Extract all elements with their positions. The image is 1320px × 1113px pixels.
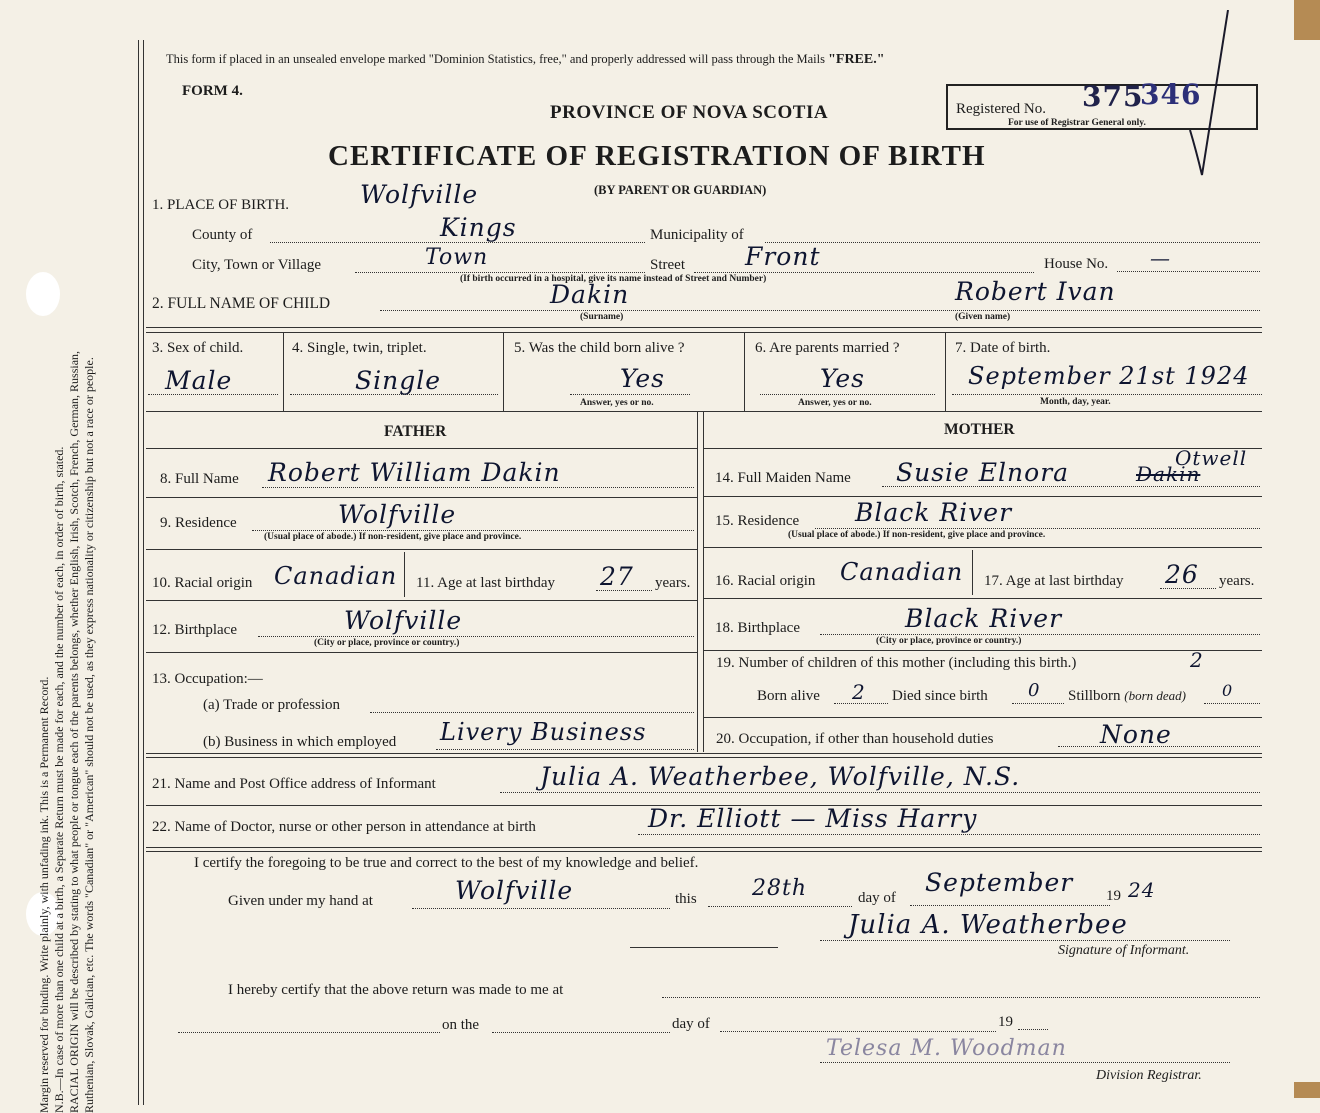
col-div-4 (945, 333, 946, 411)
hospital-note: (If birth occurred in a hospital, give its name instead of Street and Number) (460, 274, 767, 284)
day-of-label: day of (858, 890, 896, 906)
rule-father-1 (146, 497, 697, 498)
father-age-label: 11. Age at last birthday (416, 575, 555, 591)
married-label: 6. Are parents married ? (755, 340, 900, 356)
mother-residence-note: (Usual place of abode.) If non-resident, give place and province. (788, 530, 1046, 540)
mother-name-struck: Dakin (1136, 462, 1201, 486)
father-occupation-label: 13. Occupation:— (152, 671, 263, 687)
mother-residence-label: 15. Residence (715, 513, 800, 529)
rule-after-doctor-2 (146, 851, 1262, 852)
given-place-value: Wolfville (455, 876, 574, 905)
registrar-signature: Telesa M. Woodman (826, 1036, 1067, 1061)
mother-occupation-value: None (1100, 720, 1172, 749)
mother-occupation-label: 20. Occupation, if other than household duties (716, 731, 994, 747)
father-age-value: 27 (600, 562, 634, 591)
rule-after-details (146, 411, 1262, 412)
alive-label: 5. Was the child born alive ? (514, 340, 685, 356)
father-business-label: (b) Business in which employed (203, 734, 397, 750)
place-of-birth-label: 1. PLACE OF BIRTH. (152, 197, 290, 213)
child-name-line (380, 310, 1260, 311)
father-trade-label: (a) Trade or profession (203, 697, 341, 713)
form-number: FORM 4. (182, 83, 243, 99)
married-value: Yes (820, 364, 865, 393)
rule-mother-1 (703, 496, 1262, 497)
born-alive-value: 2 (852, 680, 866, 704)
father-racial-divider (404, 552, 405, 597)
stillborn-label (1068, 688, 1186, 705)
street-value: Front (745, 242, 821, 271)
informant-label: 21. Name and Post Office address of Informant (152, 776, 436, 792)
doctor-label: 22. Name of Doctor, nurse or other person in attendance at birth (152, 819, 536, 835)
rule-father-4 (146, 652, 697, 653)
mother-residence-line (815, 528, 1260, 529)
registrar-signature-line (820, 1062, 1230, 1063)
married-line (760, 394, 935, 395)
alive-note: Answer, yes or no. (580, 398, 654, 408)
mail-notice (166, 52, 885, 68)
mother-name-added: Otwell (1175, 446, 1248, 470)
twin-label: 4. Single, twin, triplet. (292, 340, 427, 356)
mother-birthplace-line (820, 634, 1260, 635)
city-line (355, 272, 645, 273)
father-name-label: 8. Full Name (160, 471, 239, 487)
margin-border (138, 40, 139, 1105)
stillborn-line (1204, 703, 1260, 704)
stillborn-value: 0 (1222, 681, 1234, 700)
rule-father-3 (146, 600, 697, 601)
mother-birthplace-value: Black River (905, 604, 1063, 633)
rule-mother-5 (703, 717, 1262, 718)
mother-birthplace-label: 18. Birthplace (715, 620, 800, 636)
mother-age-label: 17. Age at last birthday (984, 573, 1124, 589)
rule-mother-3 (703, 598, 1262, 599)
stillborn-text: Stillborn (1068, 688, 1121, 704)
mother-children-label: 19. Number of children of this mother (including this birth.) (716, 655, 1077, 671)
margin-note-4: Ruthenian, Slovak, Galician, etc. The words "Canadian" or "American" should not be used, as they express nationality or citizenship but not a race or people. (82, 357, 96, 1113)
mother-birthplace-note: (City or place, province or country.) (876, 636, 1022, 646)
registrar-year-line (1018, 1029, 1048, 1030)
day-line (708, 906, 852, 907)
sex-value: Male (165, 366, 233, 395)
registrar-statement: I hereby certify that the above return was made to me at (228, 982, 564, 998)
rule-father-2 (146, 549, 697, 550)
col-div-3 (744, 333, 745, 411)
city-value: Town (425, 245, 489, 270)
informant-line (500, 792, 1260, 793)
house-value: — (1150, 246, 1171, 270)
father-trade-line (370, 712, 694, 713)
father-residence-label: 9. Residence (160, 515, 237, 531)
registrar-title: Division Registrar. (1096, 1068, 1202, 1083)
registrar-year-prefix: 19 (998, 1014, 1013, 1030)
father-racial-value: Canadian (274, 562, 398, 590)
month-line (910, 905, 1110, 906)
month-value: September (925, 868, 1074, 897)
doctor-value: Dr. Elliott — Miss Harry (648, 804, 978, 833)
place-of-birth-value: Wolfville (360, 180, 479, 209)
registrar-note: For use of Registrar General only. (1008, 118, 1146, 128)
county-value: Kings (440, 213, 517, 242)
mother-name-value: Susie Elnora (896, 458, 1070, 487)
father-residence-value: Wolfville (338, 500, 457, 529)
mother-racial-divider (972, 550, 973, 595)
registered-label: Registered No. (956, 101, 1046, 117)
registered-number-stamped: 346 (1140, 78, 1202, 111)
married-note: Answer, yes or no. (798, 398, 872, 408)
dob-line (952, 394, 1262, 395)
died-line (1012, 703, 1064, 704)
mail-notice-free: "FREE." (828, 52, 885, 67)
registrar-place-line-2 (178, 1032, 440, 1033)
rule-after-name (146, 327, 1262, 328)
given-note: (Given name) (955, 312, 1011, 322)
dob-note: Month, day, year. (1040, 397, 1111, 407)
margin-note-3: RACIAL ORIGIN will be described by stating to what people or tongue each of the parents belongs, whether English, Irish, Scotch, French, German, Russian, (67, 350, 81, 1113)
registrar-place-line (662, 997, 1260, 998)
registrar-day-line (492, 1032, 670, 1033)
mail-notice-text: This form if placed in an unsealed envelope marked "Dominion Statistics, free," and properly addressed will pass through the Mails (166, 52, 825, 66)
died-value: 0 (1028, 680, 1041, 701)
sex-label: 3. Sex of child. (152, 340, 244, 356)
mother-name-label: 14. Full Maiden Name (715, 470, 851, 486)
child-name-label: 2. FULL NAME OF CHILD (152, 295, 331, 312)
rule-mother-2 (703, 547, 1262, 548)
doctor-line (638, 834, 1260, 835)
street-line (694, 272, 1034, 273)
alive-line (570, 394, 690, 395)
margin-note-1: Margin reserved for binding. Write plainly, with unfading ink. This is a Permanent Record. (37, 676, 51, 1113)
informant-value: Julia A. Weatherbee, Wolfville, N.S. (540, 762, 1021, 791)
father-name-value: Robert William Dakin (268, 458, 561, 487)
informant-signature: Julia A. Weatherbee (848, 910, 1128, 940)
child-given-name: Robert Ivan (955, 277, 1116, 306)
father-residence-note: (Usual place of abode.) If non-resident, give place and province. (264, 532, 522, 542)
city-label: City, Town or Village (192, 257, 322, 273)
municipality-line (765, 242, 1260, 243)
margin-note-2: N.B.—In case of more than one child at a birth, a Separate Return must be made for each, and the number of each, in order of birth, stated. (52, 446, 66, 1113)
seal-line (630, 947, 778, 948)
mother-racial-value: Canadian (840, 558, 964, 586)
page-subtitle: (BY PARENT OR GUARDIAN) (594, 183, 767, 197)
registrar-month-line (720, 1031, 996, 1032)
rule-mother-4 (703, 650, 1262, 651)
father-name-line (262, 487, 694, 488)
margin-border-inner (143, 40, 144, 1105)
stillborn-note: (born dead) (1124, 688, 1187, 703)
mother-heading: MOTHER (944, 421, 1015, 438)
father-birthplace-line (258, 636, 694, 637)
born-alive-label: Born alive (757, 688, 820, 704)
mother-years: years. (1219, 573, 1255, 589)
certification-statement: I certify the foregoing to be true and correct to the best of my knowledge and belief. (194, 855, 699, 871)
dob-value: September 21st 1924 (968, 362, 1250, 390)
died-label: Died since birth (892, 688, 988, 704)
rule-after-parents-2 (146, 757, 1262, 758)
margin-notes (37, 83, 133, 1113)
surname-note: (Surname) (580, 312, 624, 322)
street-label: Street (650, 257, 685, 273)
father-birthplace-label: 12. Birthplace (152, 622, 237, 638)
year-value: 24 (1128, 878, 1156, 902)
registrar-on-the: on the (442, 1017, 480, 1033)
rule-after-parents (146, 753, 1262, 754)
day-value: 28th (752, 876, 808, 901)
county-line (270, 242, 645, 243)
parents-divider-2 (703, 412, 704, 752)
signature-label: Signature of Informant. (1058, 943, 1190, 958)
dob-label: 7. Date of birth. (955, 340, 1051, 356)
rule-after-name-2 (146, 332, 1262, 333)
given-label: Given under my hand at (228, 893, 373, 909)
check-mark-icon (1180, 10, 1240, 180)
rule-father-head (146, 448, 697, 449)
tape-mark-bottom (1294, 1082, 1320, 1098)
given-place-line (412, 908, 670, 909)
father-birthplace-value: Wolfville (344, 606, 463, 635)
father-birthplace-note: (City or place, province or country.) (314, 638, 460, 648)
province-heading: PROVINCE OF NOVA SCOTIA (550, 102, 829, 123)
county-label: County of (192, 227, 253, 243)
mother-residence-value: Black River (855, 498, 1013, 527)
this-label: this (675, 891, 697, 907)
child-surname: Dakin (550, 280, 630, 309)
father-residence-line (252, 530, 694, 531)
house-line (1117, 271, 1260, 272)
registrar-day-of: day of (672, 1016, 710, 1032)
twin-value: Single (355, 366, 442, 395)
tape-mark-top (1294, 0, 1320, 40)
alive-value: Yes (620, 364, 665, 393)
page-title: CERTIFICATE OF REGISTRATION OF BIRTH (328, 140, 986, 172)
father-racial-label: 10. Racial origin (152, 575, 253, 591)
house-label: House No. (1044, 256, 1109, 272)
father-heading: FATHER (384, 423, 447, 440)
father-years: years. (655, 575, 691, 591)
mother-racial-label: 16. Racial origin (715, 573, 816, 589)
col-div-1 (283, 333, 284, 411)
father-business-value: Livery Business (440, 718, 647, 746)
year-prefix: 19 (1106, 888, 1121, 904)
parents-divider (697, 412, 698, 752)
mother-age-value: 26 (1165, 560, 1199, 589)
municipality-label: Municipality of (650, 227, 744, 243)
rule-after-doctor (146, 847, 1262, 848)
father-business-line (436, 749, 694, 750)
signature-line (820, 940, 1230, 941)
col-div-2 (503, 333, 504, 411)
mother-children-value: 2 (1190, 648, 1204, 672)
registered-number-printed: 375 (1082, 80, 1144, 113)
